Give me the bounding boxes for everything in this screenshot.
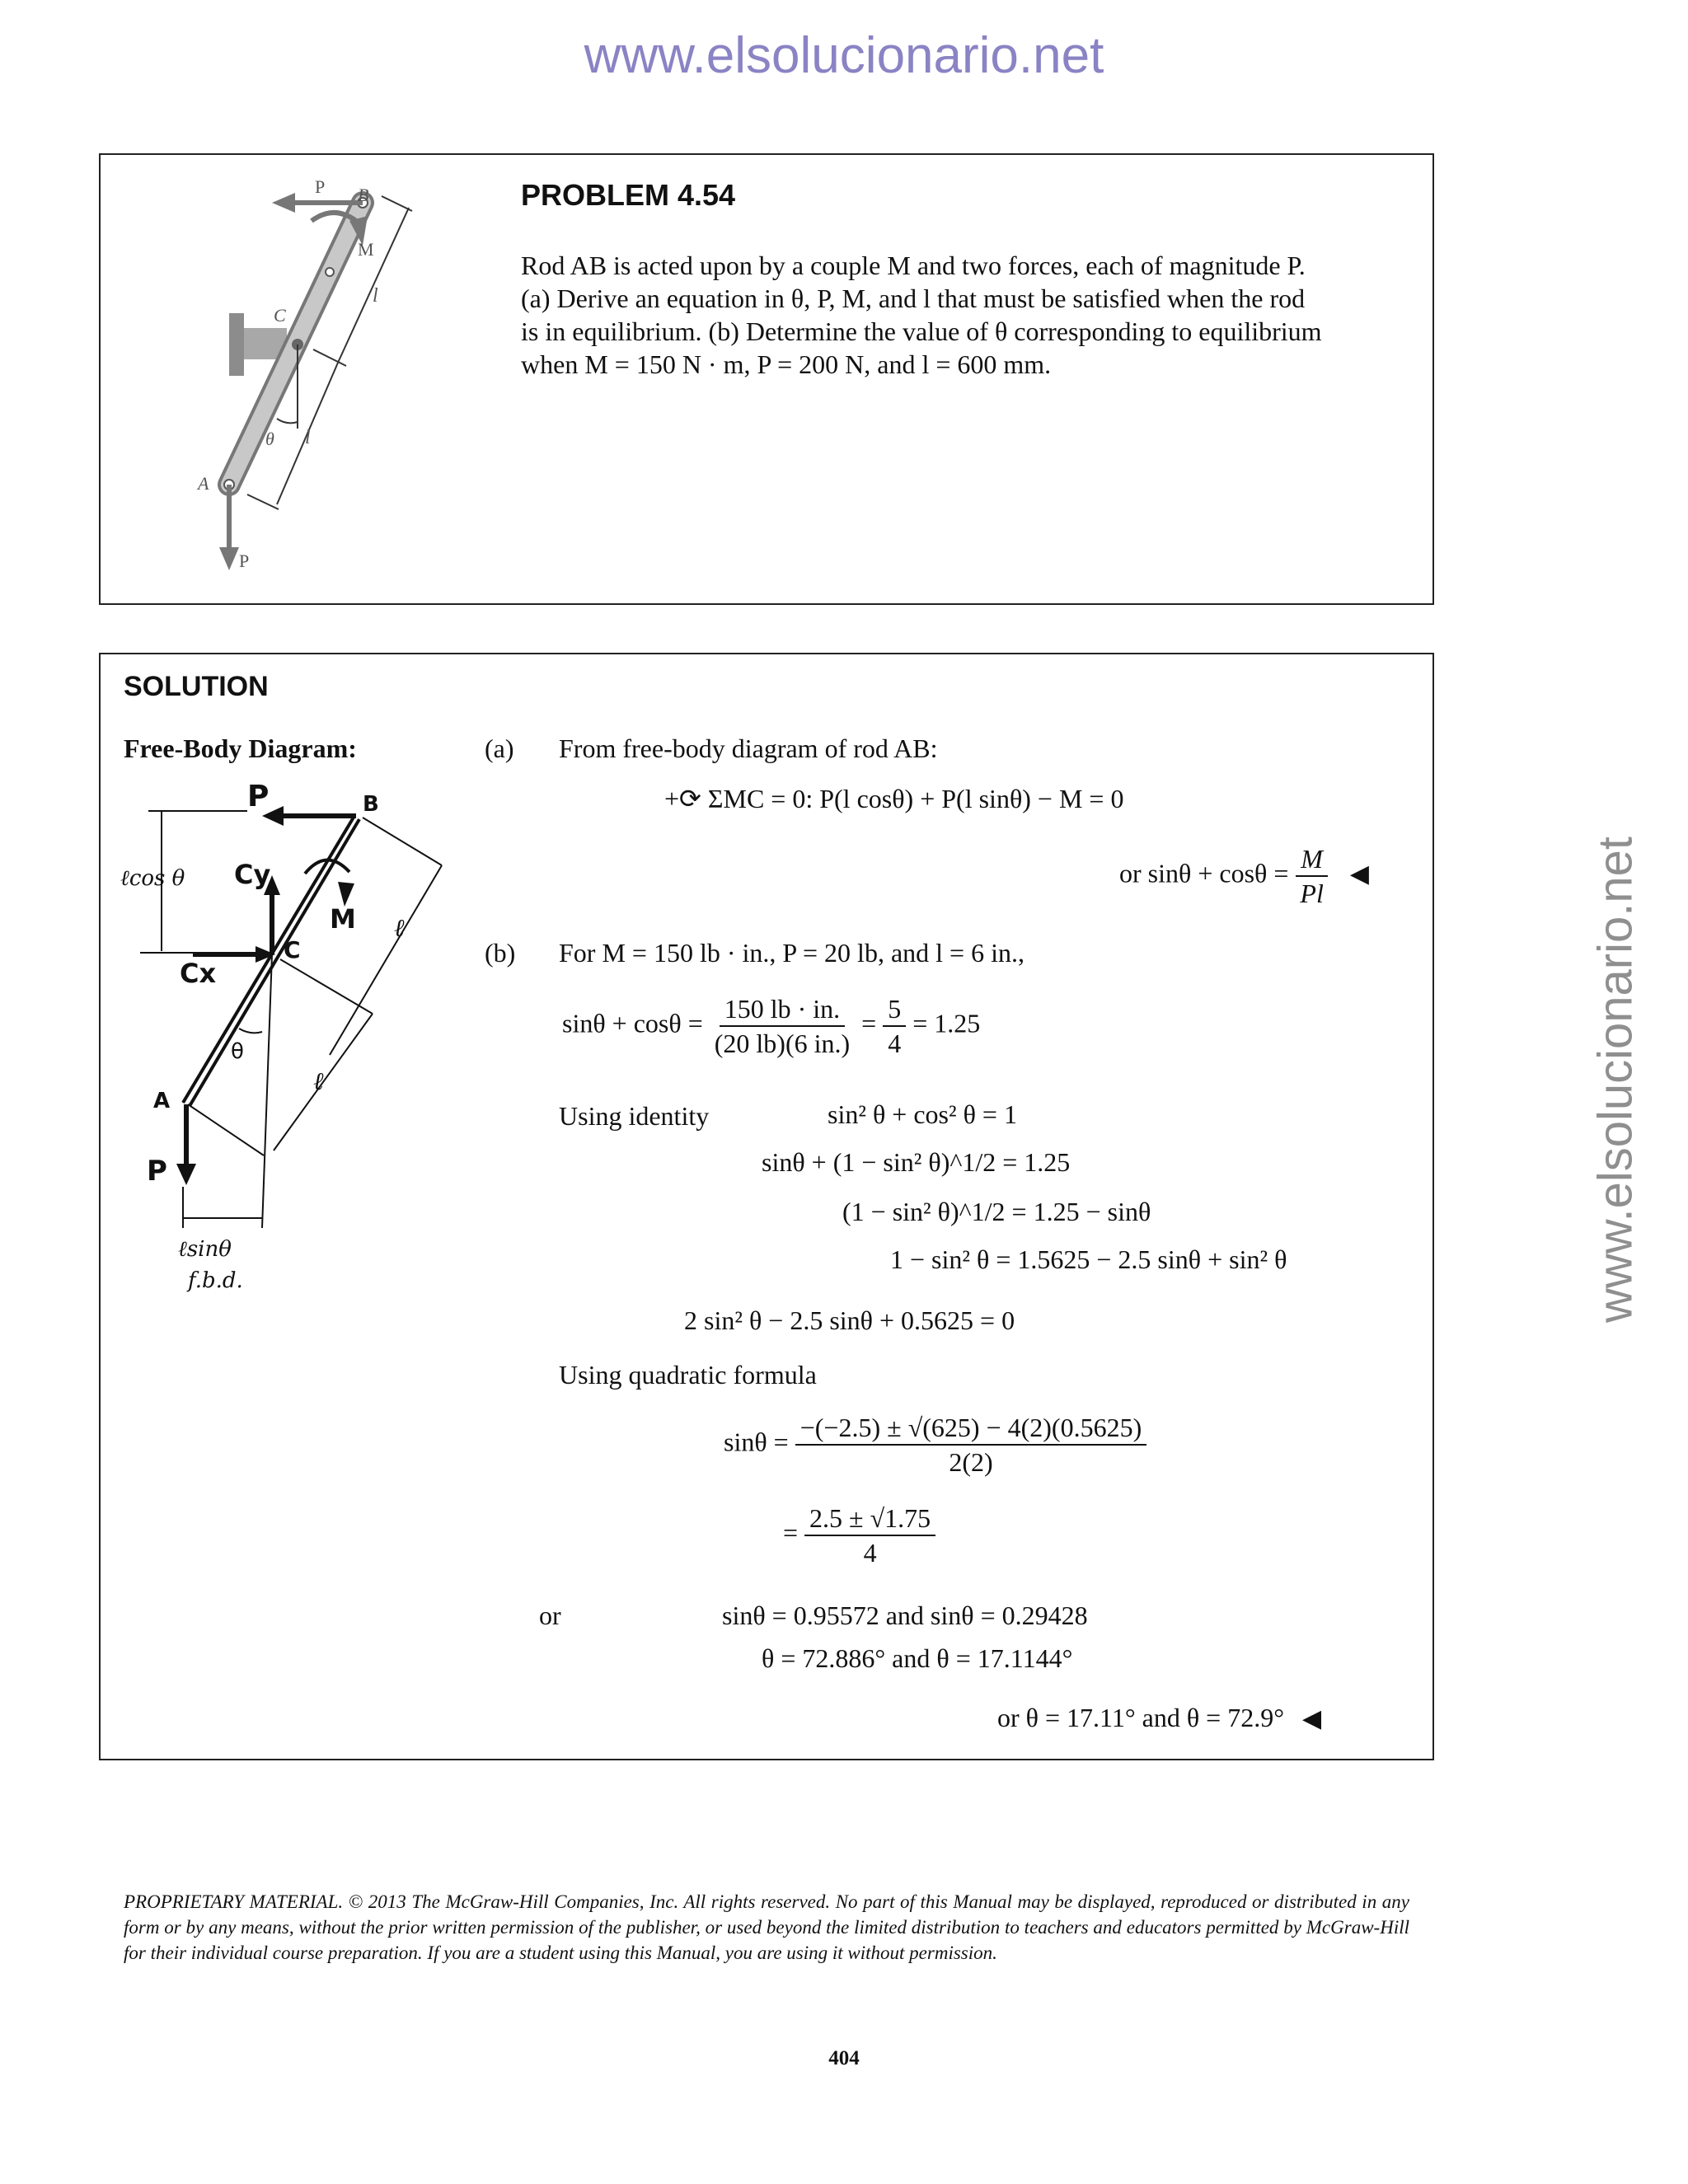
eq1-num: 150 lb · in. <box>720 992 845 1027</box>
fbd-label-cy: Cy <box>234 859 271 890</box>
wall-support <box>229 313 244 376</box>
copyright-notice: PROPRIETARY MATERIAL. © 2013 The McGraw-Hill Companies, Inc. All rights reserved. No part of this Manual may be displayed, reproduced or distributed in any form or by any means, without the prior written permission of the publisher, or used beyond the limited distribution to teachers and educators permitted by McGraw-Hill for their individual course preparation. If you are a student using this Manual, you are using it without permission. <box>124 1891 1409 1963</box>
eq1-num2: 5 <box>883 992 906 1027</box>
identity-label: Using identity <box>559 1101 710 1131</box>
statement-line: is in equilibrium. (b) Determine the value of θ corresponding to equilibrium <box>521 316 1322 346</box>
q2-fraction <box>804 1502 935 1569</box>
watermark-side: www.elsolucionario.net <box>1588 837 1643 1323</box>
quadratic-simplified <box>783 1502 935 1569</box>
final-answer <box>997 1703 1321 1733</box>
eq1-den: (20 lb)(6 in.) <box>714 1029 851 1058</box>
result-a <box>1119 842 1369 910</box>
step2: (1 − sin² θ)^1/2 = 1.25 − sinθ <box>842 1197 1151 1226</box>
problem-title: PROBLEM 4.54 <box>521 178 736 212</box>
moment-equation: +⟳ ΣMC = 0: P(l cosθ) + P(l sinθ) − M = 0 <box>664 784 1124 813</box>
q2-den: 4 <box>863 1538 877 1568</box>
label-c: C <box>274 305 286 326</box>
label-p-top: P <box>315 176 326 197</box>
fbd-label-lcos: ℓcos θ <box>120 866 185 891</box>
or-label: or <box>539 1601 561 1630</box>
theta-solutions: θ = 72.886° and θ = 17.1144° <box>762 1643 1073 1673</box>
final-answer-text: or θ = 17.11° and θ = 72.9° <box>997 1703 1285 1732</box>
fbd-heading: Free-Body Diagram: <box>124 733 357 763</box>
fbd-label-a: A <box>153 1089 171 1113</box>
sin-solutions: sinθ = 0.95572 and sinθ = 0.29428 <box>722 1601 1088 1630</box>
fbd-label-c: C <box>284 936 301 963</box>
fbd-label-fbd: f.b.d. <box>188 1268 243 1293</box>
eq1-fraction2 <box>883 992 906 1060</box>
fbd-label-p-top: P <box>247 780 270 813</box>
eq1-equals: = <box>861 1008 877 1038</box>
eq1-lhs: sinθ + cosθ = <box>562 1008 703 1038</box>
part-b-intro: For M = 150 lb · in., P = 20 lb, and l = 6 in., <box>559 938 1025 968</box>
step1: sinθ + (1 − sin² θ)^1/2 = 1.25 <box>762 1147 1071 1177</box>
eq1 <box>562 992 980 1060</box>
label-l-upper: l <box>373 285 378 307</box>
answer-marker-a: ◀ <box>1349 860 1369 888</box>
step3: 1 − sin² θ = 1.5625 − 2.5 sinθ + sin² θ <box>890 1244 1287 1274</box>
result-a-num: M <box>1296 842 1328 877</box>
q1-den: 2(2) <box>949 1447 993 1477</box>
watermark-top: www.elsolucionario.net <box>584 27 1104 84</box>
label-l-lower: l <box>305 427 311 448</box>
label-p-bottom: P <box>239 551 250 571</box>
part-a-label: (a) <box>485 733 514 763</box>
fbd-label-p-bottom: P <box>147 1155 167 1188</box>
statement-line: Rod AB is acted upon by a couple M and two forces, each of magnitude P. <box>521 251 1306 280</box>
result-a-den: Pl <box>1300 879 1324 908</box>
free-body-diagram <box>115 775 478 1302</box>
quadratic-formula <box>724 1411 1146 1479</box>
statement-line: when M = 150 N · m, P = 200 N, and l = 600 mm. <box>521 349 1052 379</box>
eq1-rhs: = 1.25 <box>912 1008 981 1038</box>
q2-num: 2.5 ± √1.75 <box>804 1502 935 1536</box>
eq1-fraction <box>710 992 855 1060</box>
label-theta: θ <box>265 429 274 449</box>
fbd-label-b: B <box>363 792 379 817</box>
result-a-fraction <box>1295 842 1328 910</box>
q2-lhs: = <box>783 1517 799 1548</box>
page-number: 404 <box>828 2047 860 2069</box>
q1-lhs: sinθ = <box>724 1427 789 1457</box>
solution-title: SOLUTION <box>124 671 269 702</box>
label-m: M <box>358 239 374 260</box>
identity-eq: sin² θ + cos² θ = 1 <box>828 1099 1017 1129</box>
label-a: A <box>198 473 209 494</box>
fbd-label-l-upper: ℓ <box>394 914 405 943</box>
q1-fraction <box>795 1411 1147 1479</box>
eq1-den2: 4 <box>888 1029 902 1058</box>
quadratic-label: Using quadratic formula <box>559 1360 817 1390</box>
statement-line: (a) Derive an equation in θ, P, M, and l that must be satisfied when the rod <box>521 284 1306 313</box>
part-b-label: (b) <box>485 938 516 968</box>
problem-statement <box>521 249 1400 381</box>
fbd-label-cx: Cx <box>180 958 217 989</box>
answer-marker-b: ◀ <box>1302 1705 1322 1732</box>
result-a-lhs: or sinθ + cosθ = <box>1119 858 1289 888</box>
quadratic-eq: 2 sin² θ − 2.5 sinθ + 0.5625 = 0 <box>684 1305 1015 1335</box>
fbd-label-l-lower: ℓ <box>313 1067 324 1096</box>
fbd-label-lsin: ℓsinθ <box>178 1237 232 1262</box>
fbd-label-m: M <box>330 903 356 935</box>
label-b: B <box>358 185 369 205</box>
problem-figure <box>190 165 503 577</box>
q1-num: −(−2.5) ± √(625) − 4(2)(0.5625) <box>795 1411 1147 1446</box>
part-a-intro: From free-body diagram of rod AB: <box>559 733 938 763</box>
fbd-label-theta: θ <box>231 1039 244 1064</box>
